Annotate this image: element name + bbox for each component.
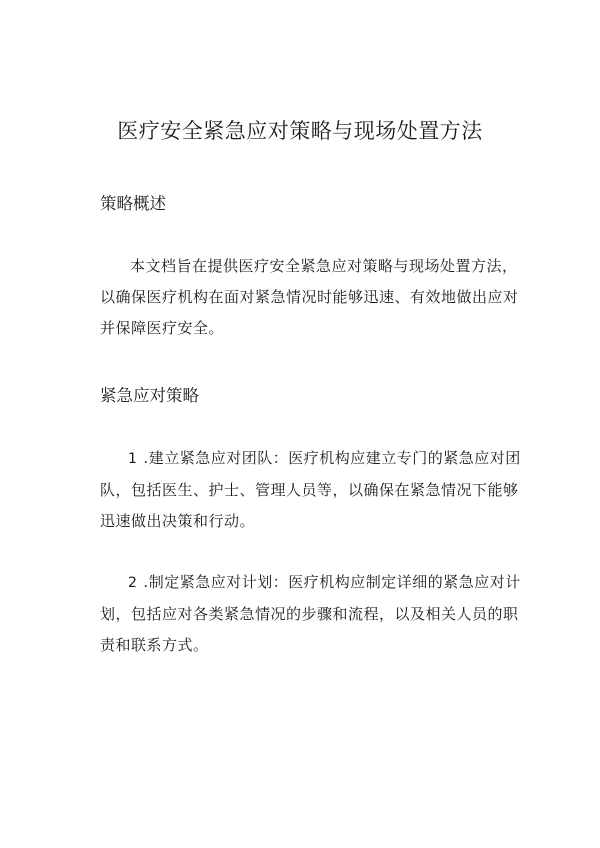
list-item [100,567,530,661]
list-item-text: .建立紧急应对团队：医疗机构应建立专门的紧急应对团队，包括医生、护士、管理人员等，以确保在紧急情况下能够迅速做出决策和行动。 [100,449,521,530]
overview-paragraph: 本文档旨在提供医疗安全紧急应对策略与现场处置方法，以确保医疗机构在面对紧急情况时能够迅速、有效地做出应对并保障医疗安全。 [100,257,519,337]
section-heading-overview: 策略概述 [100,194,166,213]
section-heading-strategy: 紧急应对策略 [100,386,199,405]
list-item [100,443,530,537]
list-item-number: 2 [128,575,138,591]
document-title: 医疗安全紧急应对策略与现场处置方法 [117,119,483,143]
list-item-number: 1 [128,451,138,467]
list-item-text: .制定紧急应对计划：医疗机构应制定详细的紧急应对计划，包括应对各类紧急情况的步骤和流程，以及相关人员的职责和联系方式。 [100,573,521,654]
